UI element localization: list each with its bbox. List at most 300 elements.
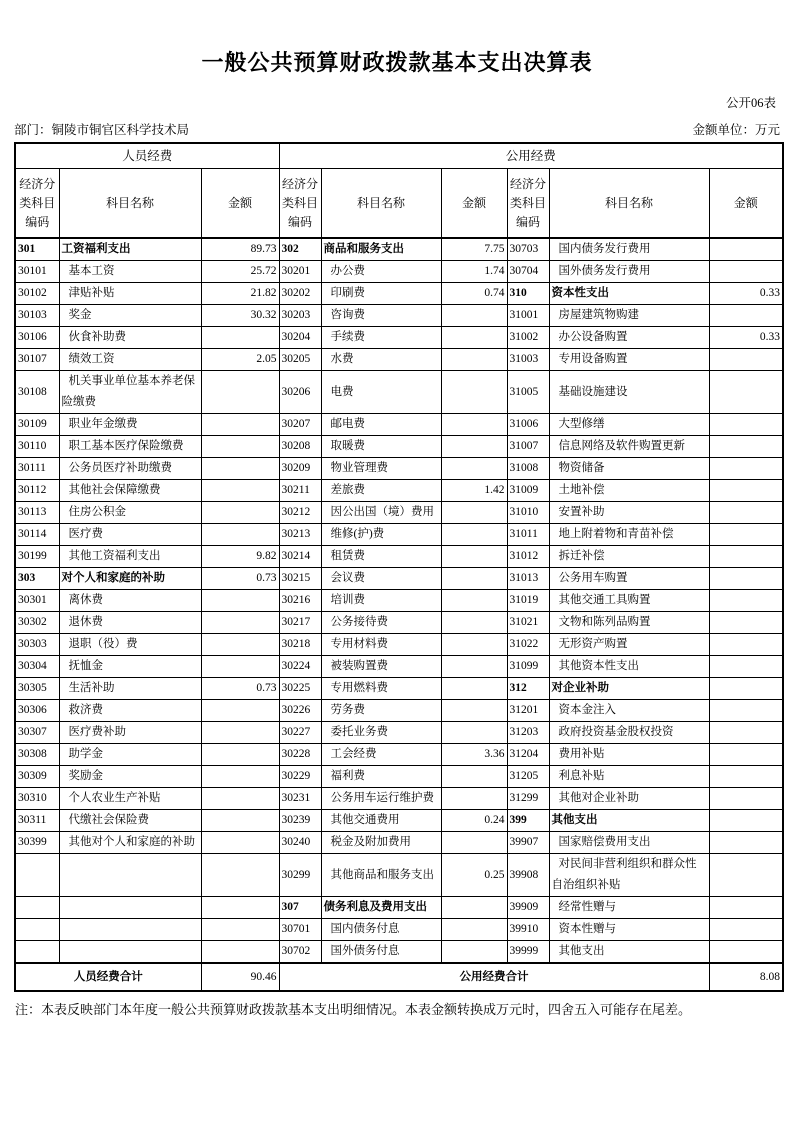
amount-cell xyxy=(709,612,783,634)
name-cell: 租赁费 xyxy=(321,546,441,568)
amount-cell xyxy=(201,436,279,458)
amount-cell xyxy=(201,766,279,788)
name-cell: 委托业务费 xyxy=(321,722,441,744)
amount-cell xyxy=(201,656,279,678)
table-row xyxy=(15,349,783,371)
code-cell: 310 xyxy=(507,283,549,305)
table-row xyxy=(15,744,783,766)
code-cell: 30306 xyxy=(15,700,59,722)
group-header-row xyxy=(15,143,783,169)
table-row xyxy=(15,436,783,458)
amount-cell xyxy=(201,634,279,656)
amount-cell xyxy=(709,832,783,854)
table-row xyxy=(15,941,783,964)
amount-cell: 0.33 xyxy=(709,327,783,349)
amount-cell xyxy=(441,722,507,744)
table-row xyxy=(15,305,783,327)
amount-cell xyxy=(201,590,279,612)
table-row xyxy=(15,502,783,524)
code-cell: 307 xyxy=(279,897,321,919)
amount-cell xyxy=(201,524,279,546)
code-cell: 30399 xyxy=(15,832,59,854)
name-cell: 国家赔偿费用支出 xyxy=(549,832,709,854)
name-cell: 医疗费 xyxy=(59,524,201,546)
amount-cell: 9.82 xyxy=(201,546,279,568)
amount-cell xyxy=(709,238,783,261)
code-cell: 30205 xyxy=(279,349,321,371)
amount-cell xyxy=(441,568,507,590)
amount-cell xyxy=(201,810,279,832)
code-cell: 303 xyxy=(15,568,59,590)
amount-cell xyxy=(709,371,783,414)
group-header-public: 公用经费 xyxy=(279,143,783,169)
code-cell: 30227 xyxy=(279,722,321,744)
name-cell: 其他交通工具购置 xyxy=(549,590,709,612)
amount-cell: 2.05 xyxy=(201,349,279,371)
name-cell: 个人农业生产补贴 xyxy=(59,788,201,810)
name-cell: 福利费 xyxy=(321,766,441,788)
col-header-name: 科目名称 xyxy=(59,169,201,239)
amount-cell xyxy=(709,656,783,678)
totals-row xyxy=(15,963,783,991)
table-row xyxy=(15,327,783,349)
amount-cell xyxy=(441,832,507,854)
col-header-code: 经济分类科目编码 xyxy=(279,169,321,239)
code-cell: 31013 xyxy=(507,568,549,590)
col-header-amount: 金额 xyxy=(441,169,507,239)
table-row xyxy=(15,612,783,634)
name-cell: 其他对企业补助 xyxy=(549,788,709,810)
amount-cell xyxy=(709,524,783,546)
amount-cell xyxy=(709,810,783,832)
name-cell: 住房公积金 xyxy=(59,502,201,524)
name-cell: 培训费 xyxy=(321,590,441,612)
name-cell xyxy=(59,919,201,941)
amount-cell xyxy=(441,634,507,656)
name-cell: 专用设备购置 xyxy=(549,349,709,371)
amount-cell xyxy=(201,414,279,436)
code-cell: 30207 xyxy=(279,414,321,436)
amount-cell xyxy=(441,524,507,546)
public-total-label: 公用经费合计 xyxy=(279,963,709,991)
name-cell: 专用燃料费 xyxy=(321,678,441,700)
name-cell: 助学金 xyxy=(59,744,201,766)
name-cell: 救济费 xyxy=(59,700,201,722)
code-cell: 31205 xyxy=(507,766,549,788)
amount-cell: 89.73 xyxy=(201,238,279,261)
name-cell: 其他社会保障缴费 xyxy=(59,480,201,502)
name-cell: 大型修缮 xyxy=(549,414,709,436)
code-cell: 30214 xyxy=(279,546,321,568)
code-cell: 399 xyxy=(507,810,549,832)
name-cell: 工会经费 xyxy=(321,744,441,766)
amount-cell xyxy=(709,261,783,283)
amount-cell xyxy=(709,744,783,766)
name-cell: 其他工资福利支出 xyxy=(59,546,201,568)
name-cell: 印刷费 xyxy=(321,283,441,305)
code-cell: 30109 xyxy=(15,414,59,436)
footnote: 注：本表反映部门本年度一般公共预算财政拨款基本支出明细情况。本表金额转换成万元时，四舍五入可能存在尾差。 xyxy=(15,1002,692,1017)
amount-cell xyxy=(441,788,507,810)
name-cell: 其他商品和服务支出 xyxy=(321,854,441,897)
table-row xyxy=(15,238,783,261)
code-cell: 30311 xyxy=(15,810,59,832)
code-cell: 30218 xyxy=(279,634,321,656)
name-cell: 文物和陈列品购置 xyxy=(549,612,709,634)
amount-cell xyxy=(709,788,783,810)
code-cell: 39909 xyxy=(507,897,549,919)
budget-table xyxy=(14,142,784,992)
amount-cell xyxy=(709,502,783,524)
name-cell: 其他支出 xyxy=(549,810,709,832)
form-code-label: 公开06表 xyxy=(725,96,776,110)
amount-cell xyxy=(201,327,279,349)
name-cell xyxy=(59,897,201,919)
personnel-total-label: 人员经费合计 xyxy=(15,963,201,991)
code-cell: 30111 xyxy=(15,458,59,480)
name-cell: 经常性赠与 xyxy=(549,897,709,919)
code-cell: 30704 xyxy=(507,261,549,283)
name-cell: 退休费 xyxy=(59,612,201,634)
name-cell: 离休费 xyxy=(59,590,201,612)
amount-cell xyxy=(441,656,507,678)
name-cell: 安置补助 xyxy=(549,502,709,524)
table-row xyxy=(15,678,783,700)
name-cell: 国内债务付息 xyxy=(321,919,441,941)
table-row xyxy=(15,283,783,305)
name-cell: 资本性赠与 xyxy=(549,919,709,941)
amount-cell xyxy=(709,678,783,700)
code-cell: 30231 xyxy=(279,788,321,810)
amount-cell: 1.74 xyxy=(441,261,507,283)
amount-cell xyxy=(441,327,507,349)
name-cell: 基本工资 xyxy=(59,261,201,283)
code-cell xyxy=(15,941,59,964)
code-cell: 30102 xyxy=(15,283,59,305)
table-row xyxy=(15,919,783,941)
name-cell: 资本性支出 xyxy=(549,283,709,305)
name-cell: 利息补贴 xyxy=(549,766,709,788)
amount-cell xyxy=(441,371,507,414)
table-row xyxy=(15,656,783,678)
amount-cell xyxy=(709,305,783,327)
code-cell: 31022 xyxy=(507,634,549,656)
name-cell: 被装购置费 xyxy=(321,656,441,678)
amount-cell xyxy=(201,832,279,854)
amount-cell xyxy=(709,634,783,656)
name-cell: 水费 xyxy=(321,349,441,371)
amount-cell xyxy=(441,502,507,524)
code-cell: 30208 xyxy=(279,436,321,458)
amount-cell xyxy=(441,919,507,941)
amount-cell: 0.33 xyxy=(709,283,783,305)
code-cell: 30239 xyxy=(279,810,321,832)
code-cell: 30225 xyxy=(279,678,321,700)
page-title: 一般公共预算财政拨款基本支出决算表 xyxy=(201,50,593,75)
code-cell: 301 xyxy=(15,238,59,261)
code-cell: 302 xyxy=(279,238,321,261)
name-cell: 维修(护)费 xyxy=(321,524,441,546)
name-cell: 其他资本性支出 xyxy=(549,656,709,678)
name-cell: 拆迁补偿 xyxy=(549,546,709,568)
amount-cell xyxy=(201,700,279,722)
amount-cell xyxy=(709,458,783,480)
name-cell: 咨询费 xyxy=(321,305,441,327)
code-cell: 30302 xyxy=(15,612,59,634)
code-cell: 31012 xyxy=(507,546,549,568)
name-cell: 土地补偿 xyxy=(549,480,709,502)
amount-cell xyxy=(709,590,783,612)
code-cell: 31009 xyxy=(507,480,549,502)
table-row xyxy=(15,832,783,854)
code-cell xyxy=(15,919,59,941)
table-row xyxy=(15,371,783,414)
table-row xyxy=(15,458,783,480)
amount-cell xyxy=(441,305,507,327)
code-cell: 31019 xyxy=(507,590,549,612)
code-cell: 30703 xyxy=(507,238,549,261)
amount-cell xyxy=(441,897,507,919)
amount-cell: 25.72 xyxy=(201,261,279,283)
amount-cell xyxy=(201,722,279,744)
code-cell: 30106 xyxy=(15,327,59,349)
amount-cell xyxy=(441,678,507,700)
code-cell: 39908 xyxy=(507,854,549,897)
table-row xyxy=(15,524,783,546)
name-cell: 公务接待费 xyxy=(321,612,441,634)
name-cell xyxy=(59,941,201,964)
column-header-row xyxy=(15,169,783,239)
amount-cell xyxy=(441,458,507,480)
amount-cell xyxy=(709,766,783,788)
table-row xyxy=(15,766,783,788)
amount-cell: 21.82 xyxy=(201,283,279,305)
amount-cell xyxy=(201,897,279,919)
name-cell: 其他支出 xyxy=(549,941,709,964)
amount-cell xyxy=(201,919,279,941)
name-cell: 国外债务付息 xyxy=(321,941,441,964)
department-label: 部门：铜陵市铜官区科学技术局 xyxy=(14,123,190,137)
code-cell: 31299 xyxy=(507,788,549,810)
amount-cell xyxy=(709,546,783,568)
name-cell: 物业管理费 xyxy=(321,458,441,480)
code-cell: 31001 xyxy=(507,305,549,327)
code-cell: 30299 xyxy=(279,854,321,897)
name-cell: 奖励金 xyxy=(59,766,201,788)
amount-cell xyxy=(709,897,783,919)
code-cell: 30701 xyxy=(279,919,321,941)
table-row xyxy=(15,722,783,744)
code-cell: 31011 xyxy=(507,524,549,546)
code-cell: 30307 xyxy=(15,722,59,744)
table-row xyxy=(15,700,783,722)
code-cell xyxy=(15,854,59,897)
amount-cell xyxy=(709,941,783,964)
col-header-name: 科目名称 xyxy=(549,169,709,239)
name-cell: 国外债务发行费用 xyxy=(549,261,709,283)
table-row xyxy=(15,634,783,656)
code-cell: 39907 xyxy=(507,832,549,854)
name-cell: 电费 xyxy=(321,371,441,414)
code-cell: 30201 xyxy=(279,261,321,283)
name-cell: 邮电费 xyxy=(321,414,441,436)
code-cell: 30211 xyxy=(279,480,321,502)
amount-cell: 0.25 xyxy=(441,854,507,897)
amount-cell xyxy=(201,744,279,766)
table-row xyxy=(15,261,783,283)
amount-cell: 0.73 xyxy=(201,568,279,590)
code-cell: 30702 xyxy=(279,941,321,964)
name-cell: 伙食补助费 xyxy=(59,327,201,349)
amount-cell: 0.24 xyxy=(441,810,507,832)
table-row xyxy=(15,788,783,810)
amount-cell: 0.73 xyxy=(201,678,279,700)
code-cell: 30304 xyxy=(15,656,59,678)
meta-row xyxy=(14,120,780,138)
code-cell: 39999 xyxy=(507,941,549,964)
name-cell xyxy=(59,854,201,897)
personnel-total-amount: 90.46 xyxy=(201,963,279,991)
code-cell: 31010 xyxy=(507,502,549,524)
amount-cell xyxy=(709,700,783,722)
code-cell: 30301 xyxy=(15,590,59,612)
name-cell: 工资福利支出 xyxy=(59,238,201,261)
code-cell: 30204 xyxy=(279,327,321,349)
name-cell: 无形资产购置 xyxy=(549,634,709,656)
amount-cell xyxy=(441,414,507,436)
name-cell: 公务用车运行维护费 xyxy=(321,788,441,810)
name-cell: 办公费 xyxy=(321,261,441,283)
code-cell: 31003 xyxy=(507,349,549,371)
amount-cell xyxy=(201,854,279,897)
name-cell: 费用补贴 xyxy=(549,744,709,766)
amount-cell: 0.74 xyxy=(441,283,507,305)
name-cell: 手续费 xyxy=(321,327,441,349)
name-cell: 办公设备购置 xyxy=(549,327,709,349)
table-row xyxy=(15,414,783,436)
name-cell: 对企业补助 xyxy=(549,678,709,700)
amount-cell xyxy=(441,612,507,634)
name-cell: 专用材料费 xyxy=(321,634,441,656)
code-cell: 30224 xyxy=(279,656,321,678)
amount-cell: 30.32 xyxy=(201,305,279,327)
code-cell: 31008 xyxy=(507,458,549,480)
amount-cell xyxy=(201,612,279,634)
name-cell: 债务利息及费用支出 xyxy=(321,897,441,919)
code-cell: 30229 xyxy=(279,766,321,788)
amount-cell xyxy=(709,480,783,502)
code-cell: 30113 xyxy=(15,502,59,524)
name-cell: 公务用车购置 xyxy=(549,568,709,590)
amount-cell xyxy=(441,546,507,568)
code-cell: 30226 xyxy=(279,700,321,722)
code-cell: 31005 xyxy=(507,371,549,414)
code-cell: 30305 xyxy=(15,678,59,700)
name-cell: 资本金注入 xyxy=(549,700,709,722)
amount-cell xyxy=(441,590,507,612)
name-cell: 公务员医疗补助缴费 xyxy=(59,458,201,480)
amount-cell xyxy=(201,458,279,480)
code-cell: 30310 xyxy=(15,788,59,810)
amount-cell: 7.75 xyxy=(441,238,507,261)
name-cell: 奖金 xyxy=(59,305,201,327)
code-cell: 31203 xyxy=(507,722,549,744)
name-cell: 地上附着物和青苗补偿 xyxy=(549,524,709,546)
name-cell: 职工基本医疗保险缴费 xyxy=(59,436,201,458)
code-cell: 30103 xyxy=(15,305,59,327)
code-cell: 30209 xyxy=(279,458,321,480)
code-cell: 30215 xyxy=(279,568,321,590)
unit-label: 金额单位：万元 xyxy=(692,123,780,137)
table-row xyxy=(15,810,783,832)
amount-cell xyxy=(709,854,783,897)
name-cell: 差旅费 xyxy=(321,480,441,502)
name-cell: 职业年金缴费 xyxy=(59,414,201,436)
amount-cell xyxy=(709,349,783,371)
name-cell: 商品和服务支出 xyxy=(321,238,441,261)
table-row xyxy=(15,590,783,612)
code-cell: 31007 xyxy=(507,436,549,458)
table-row xyxy=(15,854,783,897)
amount-cell xyxy=(201,941,279,964)
name-cell: 绩效工资 xyxy=(59,349,201,371)
name-cell: 基础设施建设 xyxy=(549,371,709,414)
code-cell: 30101 xyxy=(15,261,59,283)
name-cell: 其他交通费用 xyxy=(321,810,441,832)
amount-cell xyxy=(441,700,507,722)
name-cell: 劳务费 xyxy=(321,700,441,722)
amount-cell xyxy=(709,568,783,590)
code-cell: 31002 xyxy=(507,327,549,349)
name-cell: 机关事业单位基本养老保险缴费 xyxy=(59,371,201,414)
code-cell: 39910 xyxy=(507,919,549,941)
code-cell: 30240 xyxy=(279,832,321,854)
table-row xyxy=(15,546,783,568)
name-cell: 代缴社会保险费 xyxy=(59,810,201,832)
code-cell: 30114 xyxy=(15,524,59,546)
amount-cell xyxy=(709,414,783,436)
code-cell: 30110 xyxy=(15,436,59,458)
col-header-code: 经济分类科目编码 xyxy=(507,169,549,239)
code-cell: 30107 xyxy=(15,349,59,371)
col-header-amount: 金额 xyxy=(201,169,279,239)
group-header-personnel: 人员经费 xyxy=(15,143,279,169)
code-cell: 30199 xyxy=(15,546,59,568)
amount-cell xyxy=(441,436,507,458)
name-cell: 医疗费补助 xyxy=(59,722,201,744)
amount-cell: 3.36 xyxy=(441,744,507,766)
name-cell: 对个人和家庭的补助 xyxy=(59,568,201,590)
name-cell: 生活补助 xyxy=(59,678,201,700)
code-cell: 30308 xyxy=(15,744,59,766)
name-cell: 取暖费 xyxy=(321,436,441,458)
code-cell: 30108 xyxy=(15,371,59,414)
amount-cell xyxy=(709,919,783,941)
amount-cell xyxy=(441,941,507,964)
code-cell: 30212 xyxy=(279,502,321,524)
amount-cell: 1.42 xyxy=(441,480,507,502)
amount-cell xyxy=(709,436,783,458)
code-cell: 30202 xyxy=(279,283,321,305)
code-cell: 30203 xyxy=(279,305,321,327)
table-row xyxy=(15,568,783,590)
code-cell: 31006 xyxy=(507,414,549,436)
name-cell: 抚恤金 xyxy=(59,656,201,678)
name-cell: 国内债务发行费用 xyxy=(549,238,709,261)
col-header-amount: 金额 xyxy=(709,169,783,239)
name-cell: 其他对个人和家庭的补助 xyxy=(59,832,201,854)
name-cell: 信息网络及软件购置更新 xyxy=(549,436,709,458)
